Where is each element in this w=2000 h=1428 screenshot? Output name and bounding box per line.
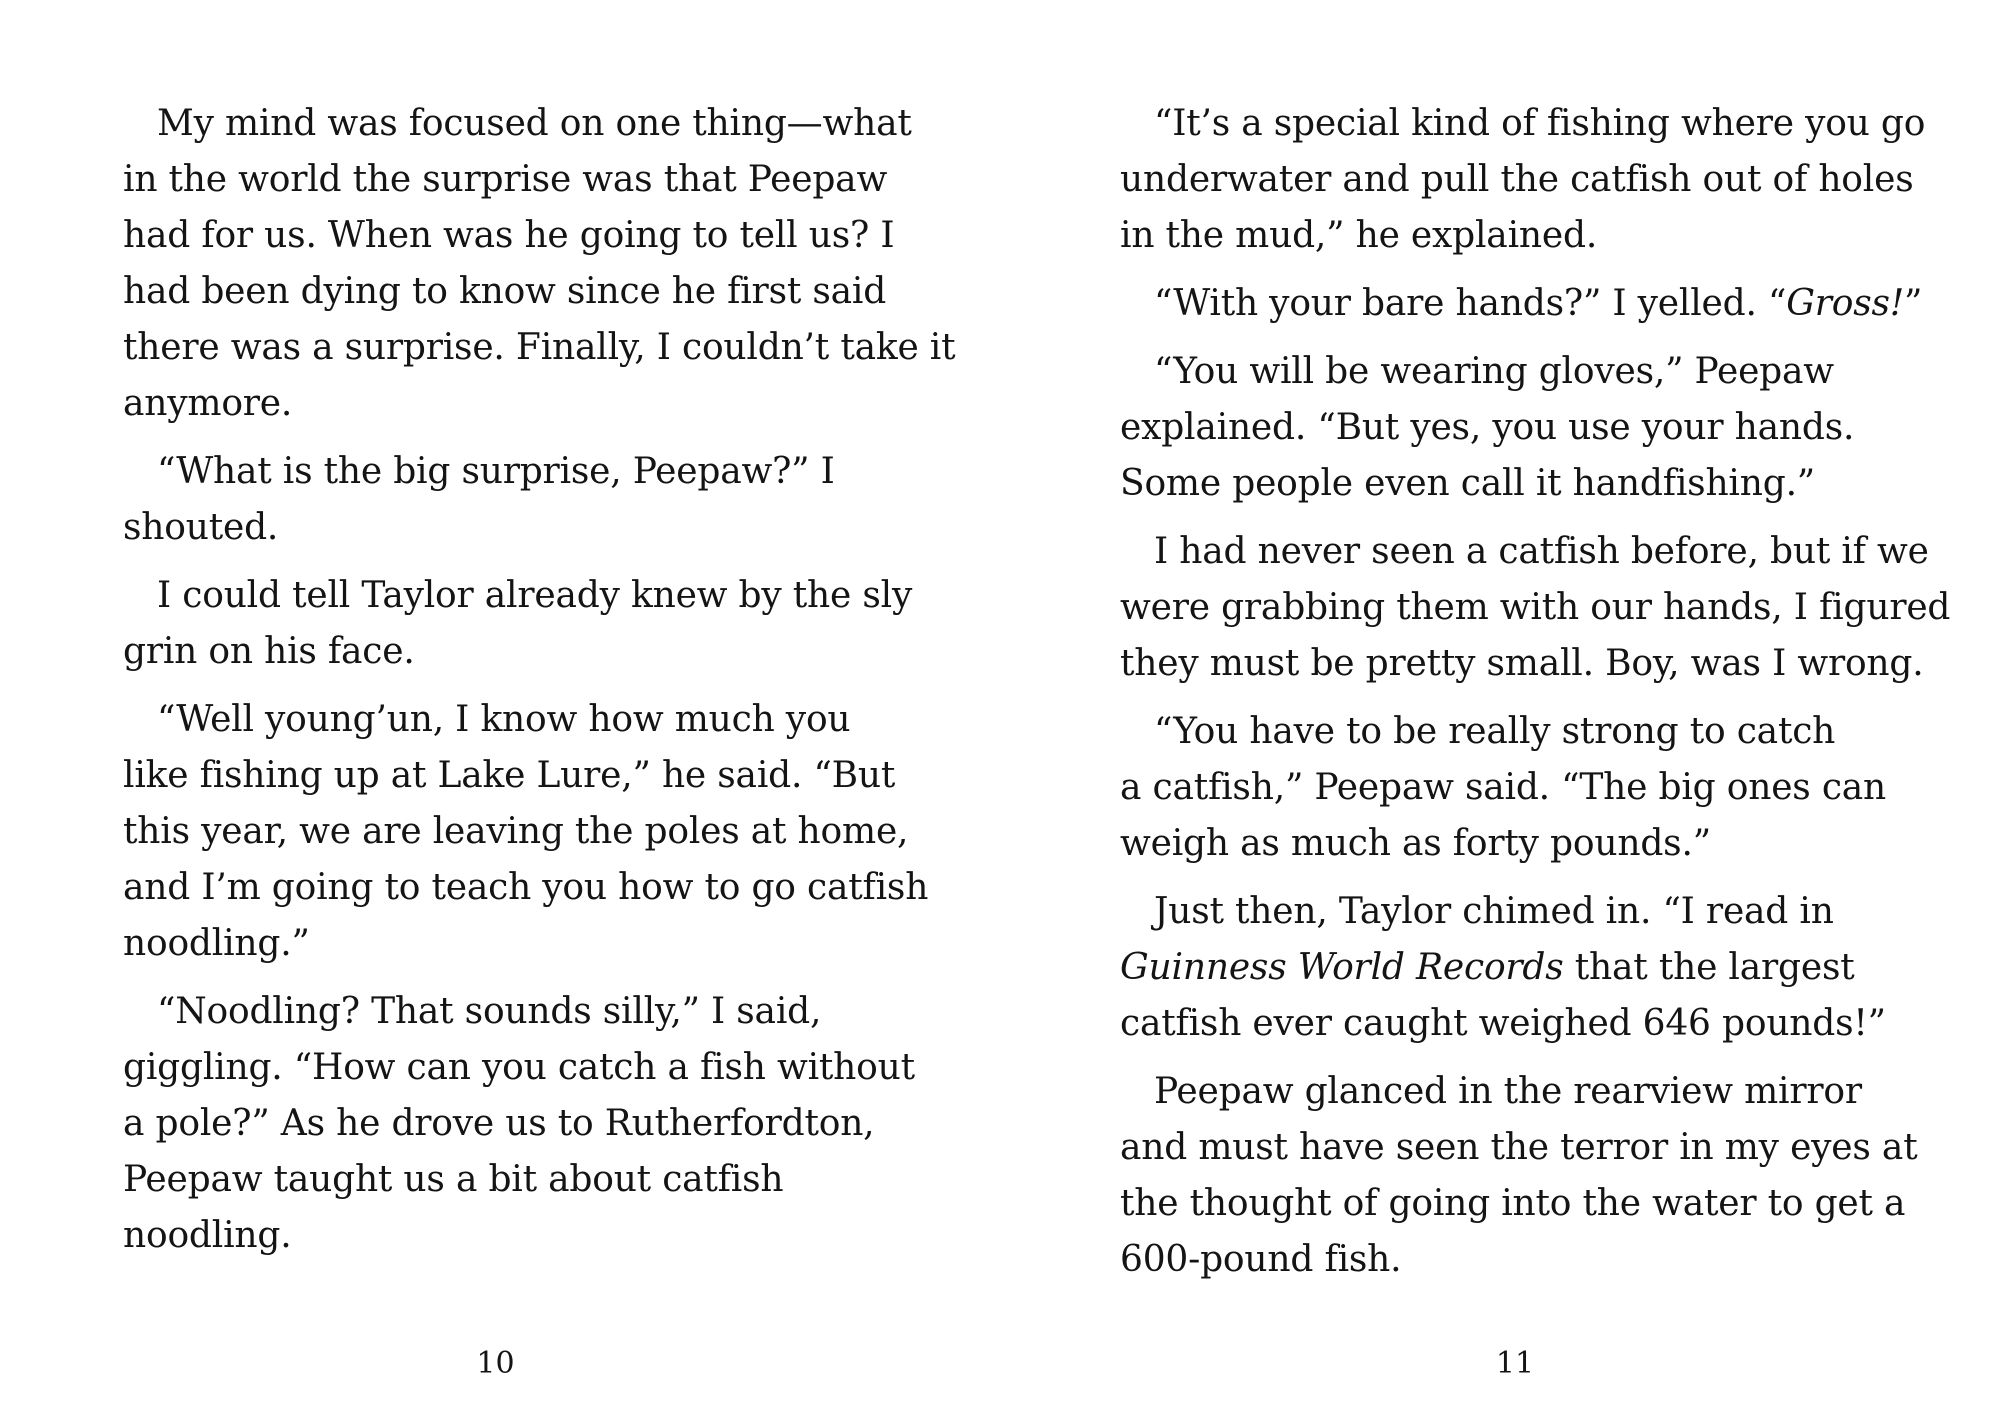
text-line xyxy=(123,320,956,376)
text-run: like fishing up at Lake Lure,” he said. “But xyxy=(123,755,896,796)
text-line xyxy=(123,692,868,748)
text-run: I had never seen a catfish before, but if we xyxy=(1154,531,1929,572)
paragraph xyxy=(1120,344,1910,512)
text-run: Some people even call it handfishing.” xyxy=(1120,463,1816,504)
text-run: and must have seen the terror in my eyes at xyxy=(1120,1127,1918,1168)
text-run: had for us. When was he going to tell us? I xyxy=(123,215,895,256)
text-line xyxy=(1120,1064,1910,1120)
text-line xyxy=(123,1040,915,1096)
text-line xyxy=(123,860,929,916)
text-run: “You have to be really strong to catch xyxy=(1154,711,1836,752)
paragraph xyxy=(1120,884,1910,1052)
text-line xyxy=(1120,816,1910,872)
text-line xyxy=(1120,96,1926,152)
text-run: a pole?” As he drove us to Rutherfordton, xyxy=(123,1103,875,1144)
text-line xyxy=(1120,636,1924,692)
paragraph xyxy=(123,96,956,432)
text-line xyxy=(123,1096,875,1152)
text-run: underwater and pull the catfish out of holes xyxy=(1120,159,1914,200)
text-line xyxy=(1120,344,1910,400)
paragraph xyxy=(123,984,915,1264)
text-line xyxy=(123,916,868,972)
text-run: “Noodling? That sounds silly,” I said, xyxy=(157,991,822,1032)
text-line xyxy=(1120,704,1910,760)
text-line xyxy=(123,444,868,500)
text-line xyxy=(1120,456,1910,512)
paragraph xyxy=(123,692,929,972)
left-page xyxy=(123,96,956,1264)
text-line xyxy=(123,96,912,152)
text-run: “It’s a special kind of fishing where you go xyxy=(1154,103,1926,144)
text-run: noodling.” xyxy=(123,923,310,964)
text-run: that the largest xyxy=(1563,947,1855,988)
text-line xyxy=(123,152,888,208)
text-line xyxy=(1120,940,1910,996)
text-run: and I’m going to teach you how to go catfish xyxy=(123,867,929,908)
page-number-right: 11 xyxy=(1495,1346,1535,1381)
text-run: My mind was focused on one thing—what xyxy=(157,103,912,144)
text-line xyxy=(1120,400,1910,456)
text-line xyxy=(123,748,896,804)
text-run: in the world the surprise was that Peepaw xyxy=(123,159,888,200)
text-run: there was a surprise. Finally, I couldn’t take it xyxy=(123,327,956,368)
text-run: in the mud,” he explained. xyxy=(1120,215,1598,256)
text-line xyxy=(1120,580,1951,636)
paragraph xyxy=(1120,1064,1918,1288)
paragraph xyxy=(1120,276,1923,332)
paragraph xyxy=(123,444,868,556)
text-run: “What is the big surprise, Peepaw?” I xyxy=(157,451,835,492)
text-run: ” xyxy=(1904,283,1923,324)
text-line xyxy=(1120,1176,1910,1232)
text-line xyxy=(1120,524,1929,580)
text-run: they must be pretty small. Boy, was I wrong. xyxy=(1120,643,1924,684)
text-line xyxy=(1120,996,1910,1052)
text-run: grin on his face. xyxy=(123,631,415,672)
text-run: “You will be wearing gloves,” Peepaw xyxy=(1154,351,1834,392)
text-line xyxy=(123,1152,868,1208)
text-line xyxy=(123,264,887,320)
right-page xyxy=(1120,96,1951,1288)
text-run: weigh as much as forty pounds.” xyxy=(1120,823,1711,864)
text-line xyxy=(1120,1120,1918,1176)
text-run: “Well young’un, I know how much you xyxy=(157,699,851,740)
text-line xyxy=(1120,884,1910,940)
text-run: Peepaw glanced in the rearview mirror xyxy=(1154,1071,1862,1112)
text-line xyxy=(1120,276,1923,332)
text-line xyxy=(1120,760,1910,816)
text-run: noodling. xyxy=(123,1215,292,1256)
text-line xyxy=(1120,208,1910,264)
text-run: giggling. “How can you catch a fish without xyxy=(123,1047,915,1088)
text-run: catfish ever caught weighed 646 pounds!” xyxy=(1120,1003,1886,1044)
paragraph xyxy=(1120,524,1951,692)
italic-text-run: Guinness World Records xyxy=(1120,947,1564,988)
text-run: were grabbing them with our hands, I figured xyxy=(1120,587,1951,628)
text-line xyxy=(123,1208,868,1264)
text-line xyxy=(123,208,895,264)
text-line xyxy=(123,568,913,624)
text-line xyxy=(123,984,868,1040)
paragraph xyxy=(1120,704,1910,872)
text-run: explained. “But yes, you use your hands. xyxy=(1120,407,1855,448)
italic-text-run: Gross! xyxy=(1786,283,1905,324)
text-line xyxy=(123,804,909,860)
page-number-left: 10 xyxy=(476,1346,515,1381)
text-run: Just then, Taylor chimed in. “I read in xyxy=(1154,891,1834,932)
text-line xyxy=(123,376,868,432)
text-run: the thought of going into the water to get a xyxy=(1120,1183,1906,1224)
text-run: had been dying to know since he first said xyxy=(123,271,887,312)
text-run: I could tell Taylor already knew by the sly xyxy=(157,575,913,616)
paragraph xyxy=(123,568,913,680)
text-run: shouted. xyxy=(123,507,279,548)
text-run: 600-pound fish. xyxy=(1120,1239,1402,1280)
text-run: Peepaw taught us a bit about catfish xyxy=(123,1159,784,1200)
text-run: “With your bare hands?” I yelled. “ xyxy=(1154,283,1787,324)
text-line xyxy=(123,624,868,680)
text-run: anymore. xyxy=(123,383,293,424)
text-line xyxy=(1120,152,1914,208)
text-line xyxy=(123,500,868,556)
text-run: this year, we are leaving the poles at home, xyxy=(123,811,909,852)
paragraph xyxy=(1120,96,1926,264)
text-run: a catfish,” Peepaw said. “The big ones can xyxy=(1120,767,1887,808)
text-line xyxy=(1120,1232,1910,1288)
